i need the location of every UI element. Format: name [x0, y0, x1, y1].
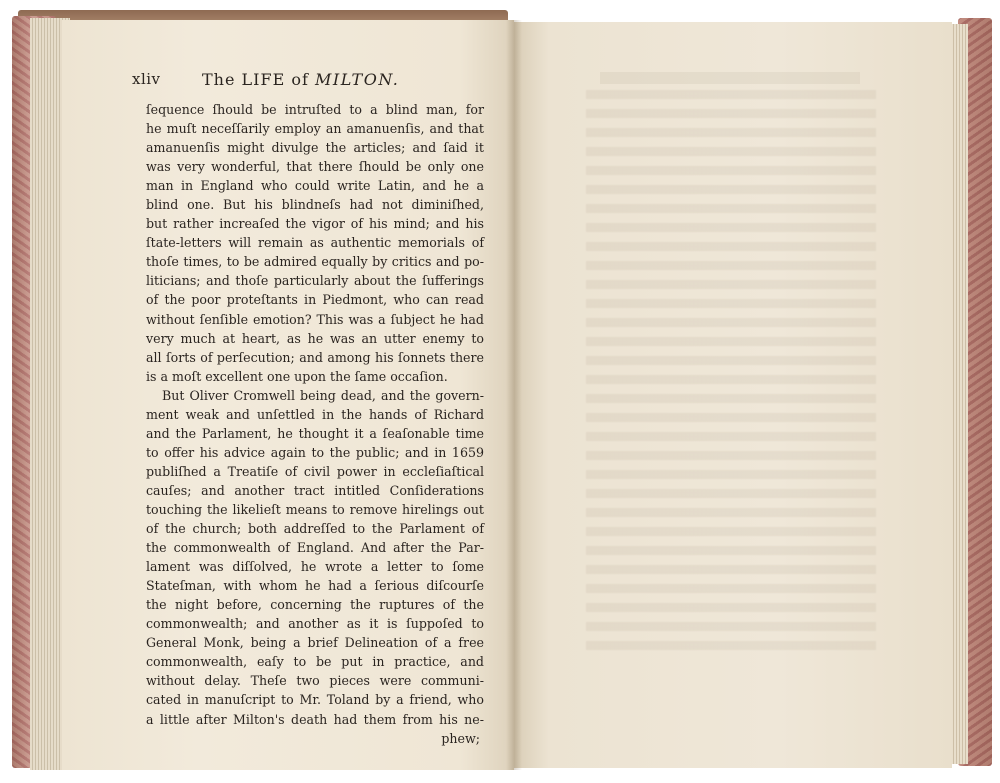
text-line: cated in manuſcript to Mr. Toland by a friend, who	[146, 692, 484, 708]
text-line: Stateſman, with whom he had a ſerious diſcourſe	[146, 578, 484, 594]
text-line: was very wonderful, that there ſhould be only one	[146, 159, 484, 175]
text-line: publiſhed a Treatiſe of civil power in eccleſiaſtical	[146, 463, 484, 479]
text-line: and the Parlament, he thought it a ſeaſonable time	[146, 425, 484, 441]
text-line: commonwealth, eaſy to be put in practice, and	[146, 654, 484, 670]
page-text	[146, 100, 484, 748]
text-line: cauſes; and another tract intitled Conſiderations	[146, 482, 484, 498]
text-line: commonwealth; and another as it is ſuppoſed to	[146, 616, 484, 632]
text-line: amanuenſis might divulge the articles; and ſaid it	[146, 140, 484, 156]
text-line: of the church; both addreſſed to the Parlament of	[146, 521, 484, 537]
text-line: but rather increaſed the vigor of his mind; and his	[146, 216, 484, 232]
page-number: xliv	[132, 70, 161, 88]
text-line: liticians; and thoſe particularly about the ſufferings	[146, 273, 484, 289]
text-line: a little after Milton's death had them from his ne-	[146, 711, 484, 727]
text-line: without ſenſible emotion? This was a ſubject he had	[146, 311, 484, 327]
book-gutter	[506, 20, 522, 770]
text-line: the night before, concerning the ruptures of the	[146, 597, 484, 613]
text-line: all ſorts of perſecution; and among his ſonnets there	[146, 349, 484, 365]
text-line: ſtate-letters will remain as authentic memorials of	[146, 235, 484, 251]
text-line: General Monk, being a brief Delineation of a free	[146, 635, 484, 651]
text-line: of the poor proteſtants in Piedmont, who can read	[146, 292, 484, 308]
running-head	[132, 70, 462, 94]
running-title	[202, 70, 399, 89]
text-line: is a moſt excellent one upon the ſame occaſion.	[146, 368, 448, 384]
text-line: But Oliver Cromwell being dead, and the govern-	[162, 387, 484, 403]
text-line: without delay. Theſe two pieces were communi-	[146, 673, 484, 689]
catchword: phew;	[441, 730, 480, 746]
text-line: blind one. But his blindneſs had not diminiſhed,	[146, 197, 484, 213]
text-line: thoſe times, to be admired equally by critics and po-	[146, 254, 484, 270]
text-line: ſequence ſhould be intruſted to a blind man, for	[146, 102, 484, 117]
text-line: very much at heart, as he was an utter enemy to	[146, 330, 484, 346]
show-through-text	[586, 90, 876, 650]
running-title-prefix: The LIFE of	[202, 70, 309, 89]
show-through-heading	[600, 72, 860, 84]
text-line: man in England who could write Latin, and he a	[146, 178, 484, 194]
text-line: the commonwealth of England. And after the Par-	[146, 540, 484, 556]
text-line: lament was diſſolved, he wrote a letter to ſome	[146, 559, 484, 575]
text-line: he muſt neceſſarily employ an amanuenſis, and that	[146, 121, 484, 137]
text-line: touching the likelieſt means to remove hirelings out	[146, 501, 484, 517]
text-line: to offer his advice again to the public; and in 1659	[146, 444, 484, 460]
text-line: ment weak and unſettled in the hands of Richard	[146, 406, 484, 422]
running-title-name: MILTON.	[315, 70, 400, 89]
